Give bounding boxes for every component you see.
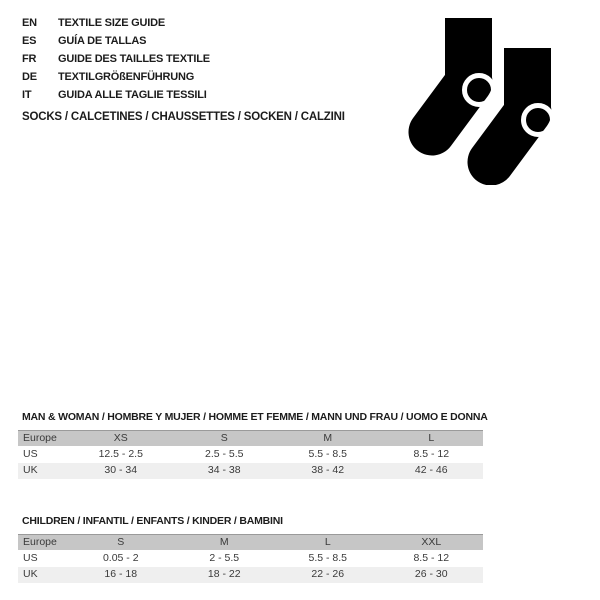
size-chart-table [18,430,483,479]
table-cell: 8.5 - 12 [413,552,450,565]
column-header: L [324,536,331,548]
size-table-man-woman [18,411,488,479]
column-header: S [117,536,125,548]
table-cell: UK [23,568,38,580]
table-cell: 0.05 - 2 [102,552,139,565]
language-row [22,32,210,50]
socks-icon [405,5,585,185]
table-header-row [18,535,483,551]
column-header: XS [113,432,128,444]
column-header: Europe [23,536,57,548]
size-table-children [18,515,483,583]
language-code: IT [22,89,32,101]
table-title: MAN & WOMAN / HOMBRE Y MUJER / HOMME ET FEMME / MANN UND FRAU / UOMO E DONNA [22,411,488,423]
table-cell: 26 - 30 [414,568,448,580]
language-code: FR [22,53,37,65]
size-chart-table [18,534,483,583]
column-header: L [428,432,435,444]
table-cell: 38 - 42 [311,464,345,476]
table-cell: 2.5 - 5.5 [204,448,244,461]
table-title: CHILDREN / INFANTIL / ENFANTS / KINDER / BAMBINI [22,515,283,527]
language-label: GUIDA ALLE TAGLIE TESSILI [58,89,207,101]
table-cell: 18 - 22 [207,568,241,580]
table-cell: 2 - 5.5 [209,552,240,565]
column-header: S [220,432,228,444]
language-label: GUÍA DE TALLAS [58,35,147,47]
table-cell: 5.5 - 8.5 [308,552,348,565]
table-cell: 12.5 - 2.5 [98,448,143,461]
language-row [22,14,210,32]
table-row [18,447,483,463]
table-row [18,567,483,583]
table-cell: 42 - 46 [414,464,448,476]
table-cell: 16 - 18 [104,568,138,580]
category-title: SOCKS / CALCETINES / CHAUSSETTES / SOCKEN / CALZINI [22,111,345,123]
language-label: GUIDE DES TAILLES TEXTILE [58,53,210,65]
table-cell: 30 - 34 [104,464,138,476]
language-label: TEXTILGRÖßENFÜHRUNG [58,71,195,83]
table-cell: 5.5 - 8.5 [308,448,348,461]
language-code: DE [22,71,37,83]
column-header: Europe [23,432,57,444]
column-header: M [219,536,229,548]
language-label: TEXTILE SIZE GUIDE [58,17,166,29]
table-cell: 34 - 38 [207,464,241,476]
language-list [22,14,210,104]
table-cell: US [23,552,38,565]
language-row [22,50,210,68]
table-cell: UK [23,464,38,476]
table-cell: 8.5 - 12 [413,448,450,461]
table-row [18,551,483,567]
column-header: XXL [421,536,442,548]
table-header-row [18,431,483,447]
table-cell: 22 - 26 [311,568,345,580]
language-code: EN [22,17,37,29]
table-cell: US [23,448,38,461]
column-header: M [323,432,333,444]
language-row [22,86,210,104]
sock-right [491,48,553,162]
language-code: ES [22,35,37,47]
language-row [22,68,210,86]
table-row [18,463,483,479]
